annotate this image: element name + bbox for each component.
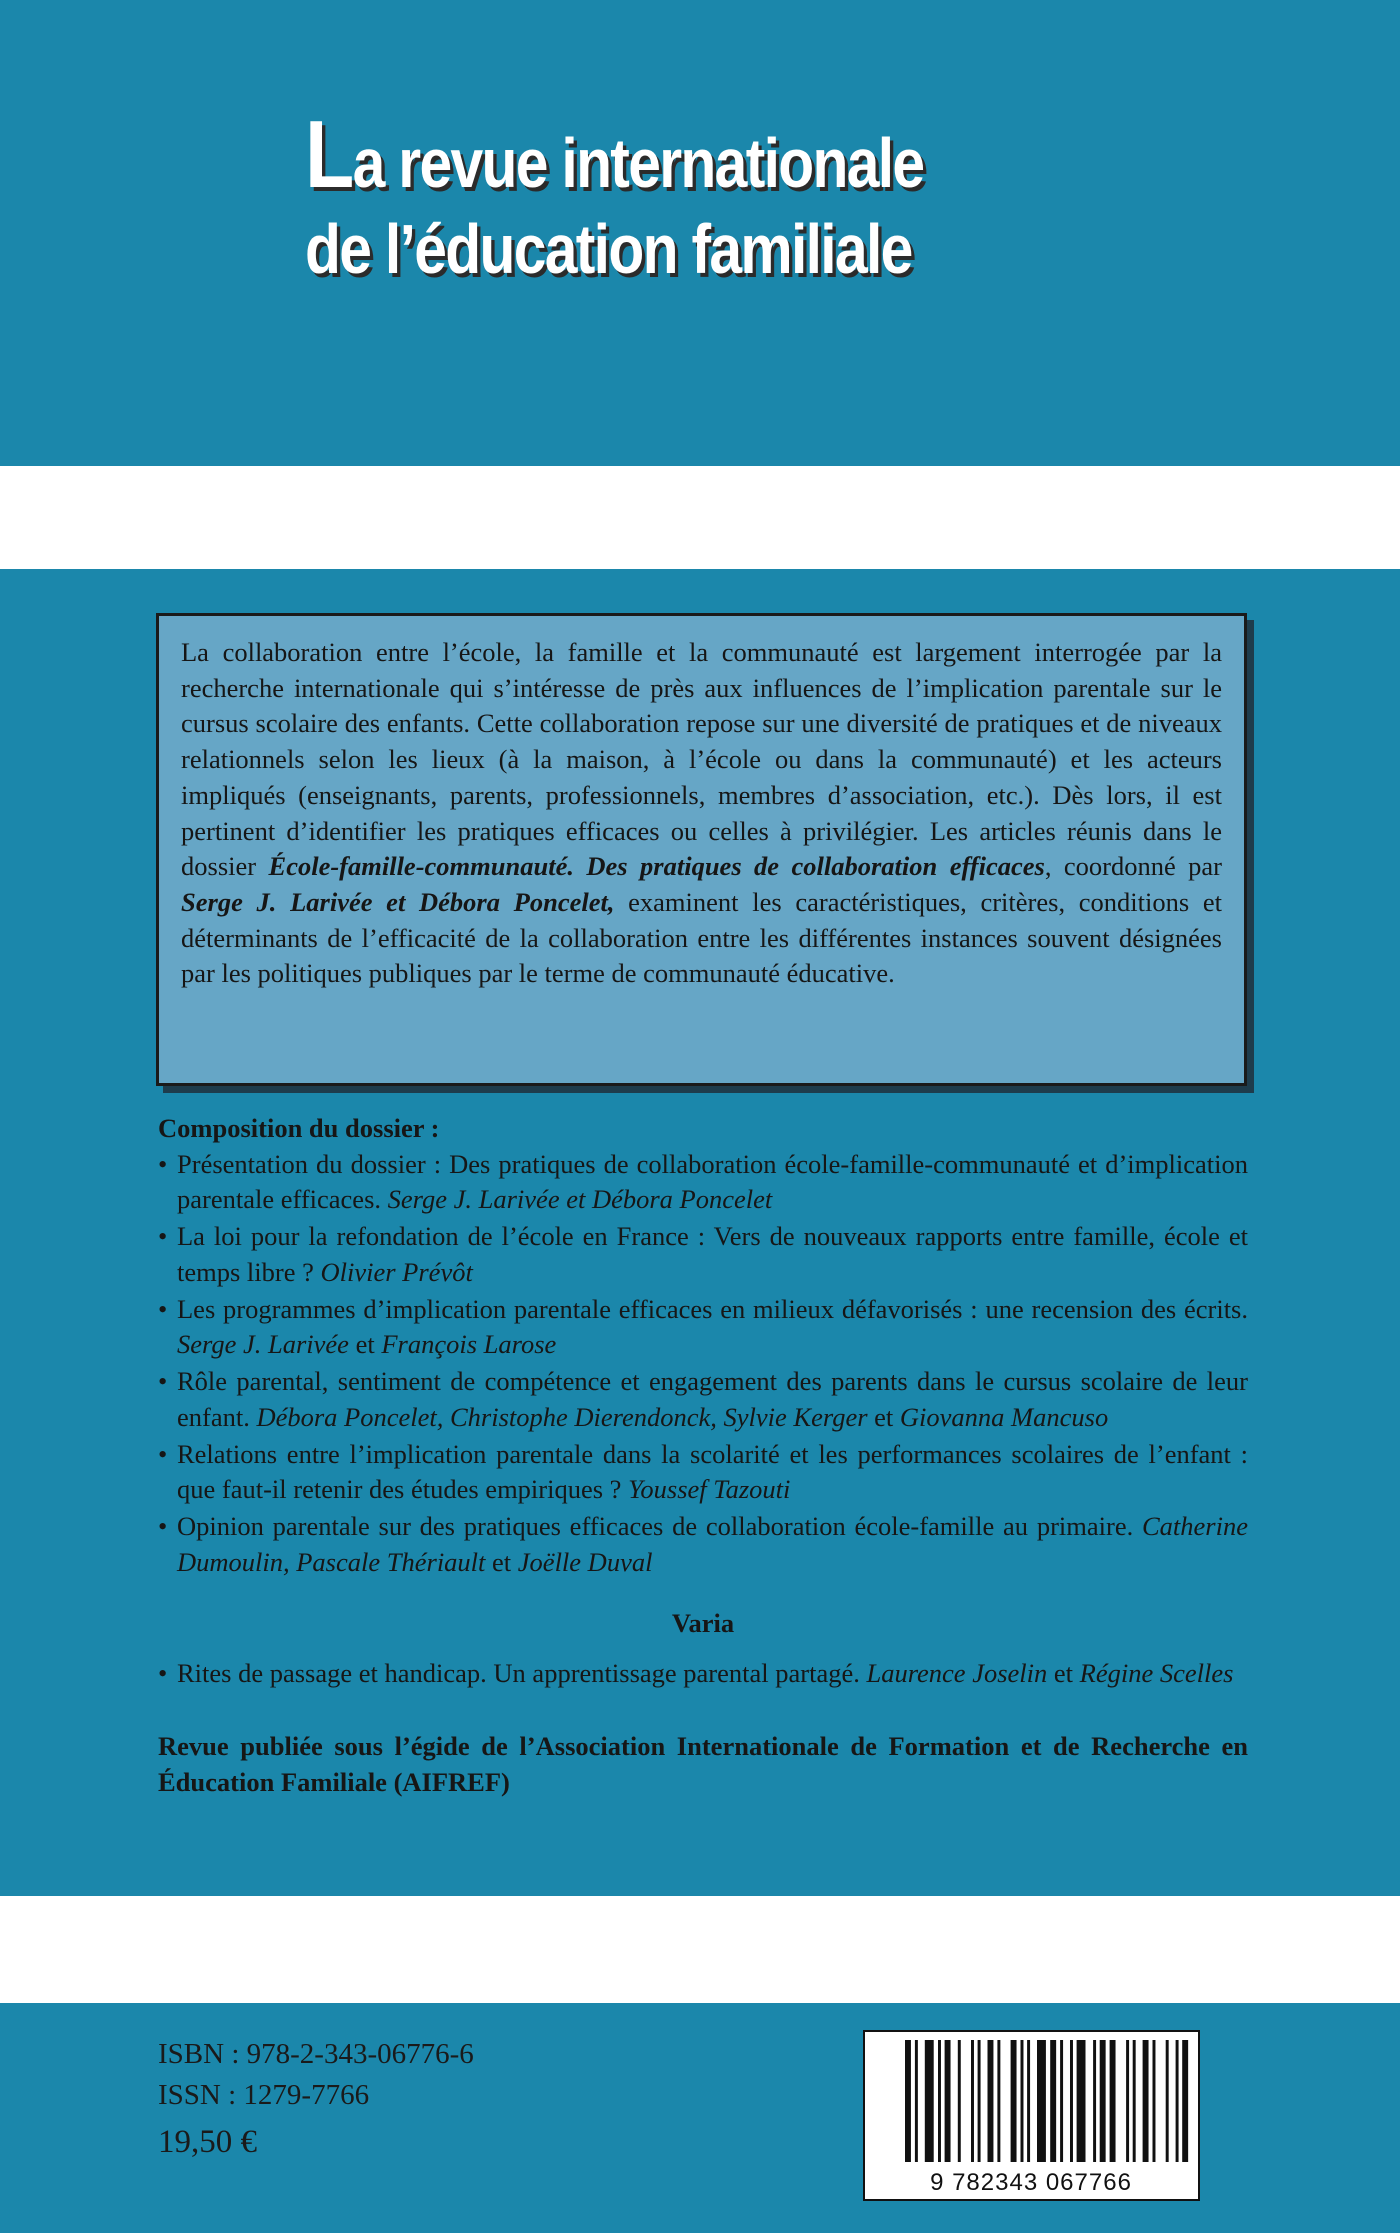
journal-title [305,101,1145,292]
barcode-bar [971,2040,974,2162]
publisher-note: Revue publiée sous l’égide de l’Association Internationale de Formation et de Recherche en Éducation Familiale (AIFREF) [158,1731,1248,1797]
article-authors: Catherine Dumoulin, Pascale Thériault [177,1511,1248,1577]
article-author: Giovanna Mancuso [899,1401,1109,1432]
article-title: Rôle parental, sentiment de compétence et engagement des parents dans le cursus scolaire de leur enfant. [177,1366,1248,1432]
article-title: Relations entre l’implication parentale dans la scolarité et les performances scolaires de l’enfant : que faut-il retenir des études empiriques ? [177,1438,1248,1504]
title-line1: a revue internationale [352,124,924,202]
barcode-bar [1093,2040,1096,2162]
list-item [158,1437,1248,1508]
author-join: et [1047,1657,1080,1688]
barcode-bar [945,2040,951,2162]
abstract-box [156,613,1247,1086]
article-title: Présentation du dossier : Des pratiques de collaboration école-famille-communauté et d’implication parentale efficaces. [177,1148,1248,1214]
varia-heading: Varia [671,1608,735,1638]
author-join: et [867,1401,900,1432]
title-initial: L [305,101,353,208]
article-title: Les programmes d’implication parentale efficaces en milieux défavorisés : une recension des écrits. [177,1293,1248,1324]
barcode-bar [1027,2040,1030,2162]
list-item [158,1656,1248,1692]
article-authors: Serge J. Larivée et Débora Poncelet [387,1184,773,1214]
bullet: • [158,1293,168,1324]
article-author: Joëlle Duval [517,1546,653,1577]
article-title: La loi pour la refondation de l’école en France : Vers de nouveaux rapports entre famille, école et temps libre ? [177,1221,1248,1287]
article-authors: Olivier Prévôt [320,1256,473,1287]
identifiers [158,2034,474,2163]
list-item [158,1292,1248,1363]
bullet: • [158,1148,168,1179]
barcode-bar [915,2040,918,2162]
barcode-digits: 9 782343 067766 [930,2169,1132,2196]
composition-section [158,1111,1248,1800]
bullet: • [158,1657,168,1688]
list-item [158,1147,1248,1218]
barcode-bar [1126,2040,1129,2162]
price: 19,50 € [158,2124,257,2160]
white-stripe-upper [0,466,1400,569]
bullet: • [158,1438,168,1469]
article-title: Opinion parentale sur des pratiques efficaces de collaboration école-famille au primaire. [177,1511,1142,1541]
article-author: François Larose [381,1329,557,1359]
title-line2: de l’éducation familiale [305,210,912,288]
article-author: Régine Scelles [1079,1657,1234,1688]
article-author: Serge J. Larivée [177,1329,349,1359]
barcode-bar [905,2040,911,2162]
bullet: • [158,1366,168,1396]
barcode-bar [938,2040,941,2162]
barcode-bar [978,2040,981,2162]
article-title: Rites de passage et handicap. Un apprentissage parental partagé. [177,1657,867,1688]
bullet: • [158,1511,168,1541]
barcode-bar [1021,2040,1024,2162]
dossier-title: École-famille-communauté. Des pratiques de collaboration efficaces [268,851,1045,882]
author-join: et [485,1546,518,1577]
barcode-bar [1037,2040,1046,2162]
barcode-bar [1143,2040,1149,2162]
barcode-bar [997,2040,1000,2162]
barcode-bar [1110,2040,1116,2162]
barcode-bar [1176,2040,1179,2162]
article-authors: Débora Poncelet, Christophe Dierendonck, Sylvie Kerger [256,1401,868,1432]
abstract-part2: , coordonné par [1044,851,1223,882]
barcode-bar [1011,2040,1017,2162]
isbn-number: ISBN : 978-2-343-06776-6 [158,2038,474,2070]
varia-list [158,1656,1248,1692]
abstract-part3: examinent les caractéristiques, critères, conditions et déterminants de l’efficacité de la collaboration entre les différentes instances souvent désignées par les politiques publiques par le terme de communauté éducative. [181,886,1222,989]
barcode-bar [1100,2040,1106,2162]
composition-heading: Composition du dossier : [158,1113,440,1143]
barcode-bar [988,2040,994,2162]
white-stripe-lower [0,1896,1400,2003]
barcode-bar [1153,2040,1156,2162]
author-join: et [348,1329,382,1359]
barcode-graphic [865,2032,1198,2199]
barcode-bar [1133,2040,1136,2162]
article-author: Laurence Joselin [866,1657,1048,1688]
issn-number: ISSN : 1279-7766 [158,2079,370,2111]
list-item [158,1219,1248,1290]
barcode-bar [1166,2040,1169,2162]
barcode-bar [925,2040,934,2162]
barcode [863,2030,1200,2201]
composition-list [158,1147,1248,1581]
abstract-part1: La collaboration entre l’école, la famille et la communauté est largement interrogée par la recherche internationale qui s’intéresse de près aux influences de l’implication parentale sur le cursus scolaire des enfants. Cette collaboration repose sur une diversité de pratiques et de niveaux relationnels selon les lieux (à la maison, à l’école ou dans la communauté) et les acteurs impliqués (enseignants, parents, professionnels, membres d’association, etc.). Dès lors, il est pertinent d’identifier les pratiques efficaces ou celles à privilégier. Les articles réunis dans le dossier [181,637,1222,882]
abstract-text [181,635,1222,992]
barcode-bars [905,2040,1188,2162]
barcode-bar [1050,2040,1056,2162]
barcode-bar [1077,2040,1086,2162]
coordinators: Serge J. Larivée et Débora Poncelet, [181,886,615,917]
article-authors: Youssef Tazouti [628,1474,791,1504]
list-item [158,1364,1248,1435]
list-item [158,1509,1248,1580]
bullet: • [158,1221,168,1251]
barcode-bar [1060,2040,1063,2162]
barcode-bar [1182,2040,1188,2162]
barcode-bar [958,2040,961,2162]
barcode-bar [1070,2040,1073,2162]
